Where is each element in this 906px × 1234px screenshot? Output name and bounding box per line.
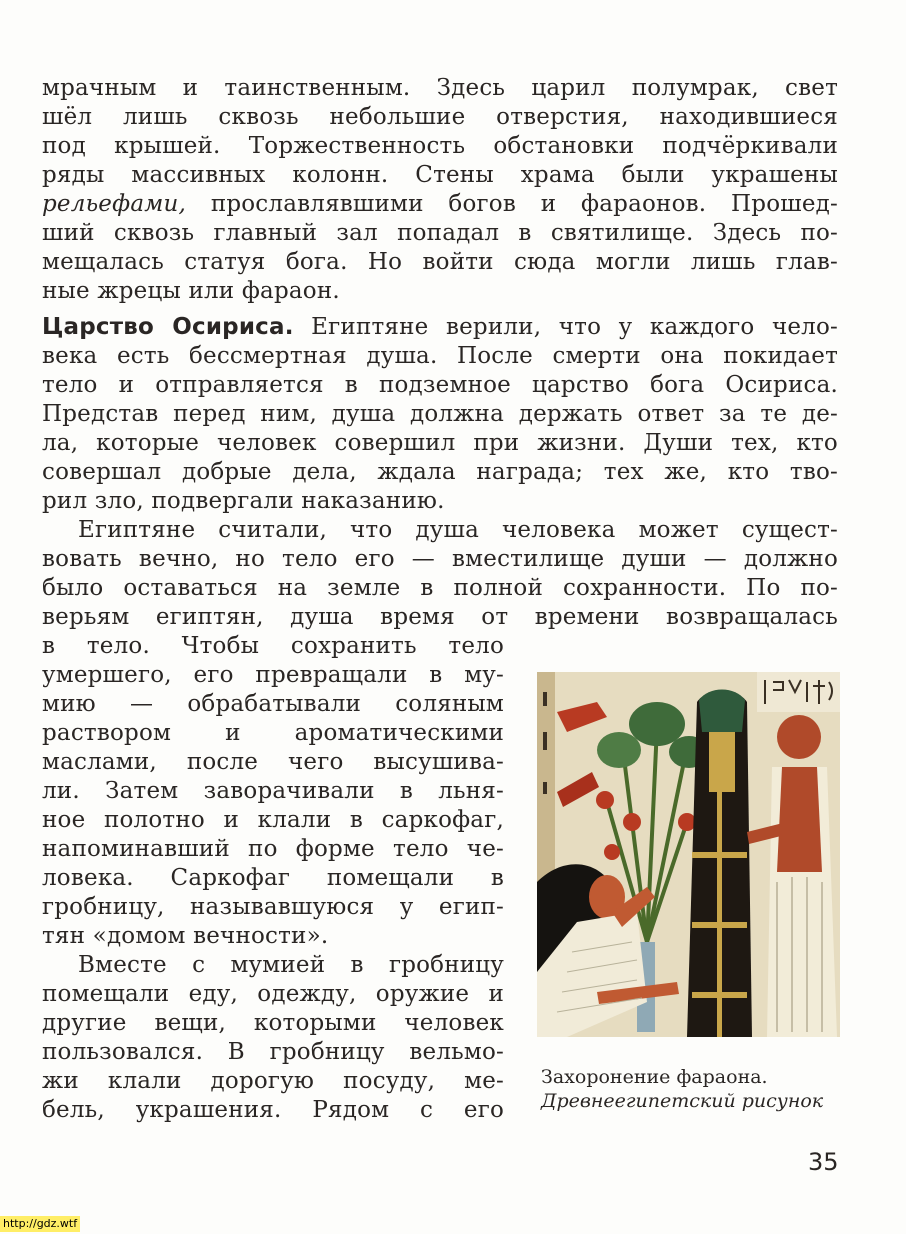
text-line: жи клали дорогую посуду, ме-	[42, 1068, 504, 1094]
text-line: маслами, после чего высушива-	[42, 749, 504, 775]
text-line: шёл лишь сквозь небольшие отверстия, находившиеся	[42, 104, 838, 130]
watermark-link[interactable]: http://gdz.wtf	[0, 1216, 80, 1232]
text-line-rest: прославлявшими богов и фараонов. Прошед-	[210, 191, 838, 217]
text-line: умершего, его превращали в му-	[42, 662, 504, 688]
text-line: Египтяне считали, что душа человека может сущест-	[78, 517, 838, 543]
text-line: в тело. Чтобы сохранить тело	[42, 633, 504, 659]
text-line: Представ перед ним, душа должна держать ответ за те де-	[42, 401, 838, 427]
text-line: ное полотно и клали в саркофаг,	[42, 807, 504, 833]
text-line: пользовался. В гробницу вельмо-	[42, 1039, 504, 1065]
burial-painting-image	[537, 672, 840, 1037]
text-line: бель, украшения. Рядом с его	[42, 1097, 504, 1123]
text-line: Вместе с мумией в гробницу	[78, 952, 504, 978]
text-line: мию — обрабатывали соляным	[42, 691, 504, 717]
text-line: совершал добрые дела, ждала награда; тех же, кто тво-	[42, 459, 838, 485]
text-line: тело и отправляется в подземное царство бога Осириса.	[42, 372, 838, 398]
text-line: напоминавший по форме тело че-	[42, 836, 504, 862]
text-line	[42, 313, 838, 342]
text-line: верьям египтян, душа время от времени возвращалась	[42, 604, 838, 630]
text-line: ший сквозь главный зал попадал в святилище. Здесь по-	[42, 220, 838, 246]
figure-caption-subtitle: Древнеегипетский рисунок	[541, 1090, 824, 1112]
text-line: ряды массивных колонн. Стены храма были украшены	[42, 162, 838, 188]
text-line: века есть бессмертная душа. После смерти она покидает	[42, 343, 838, 369]
text-line: раствором и ароматическими	[42, 720, 504, 746]
text-line: под крышей. Торжественность обстановки подчёркивали	[42, 133, 838, 159]
text-line: другие вещи, которыми человек	[42, 1010, 504, 1036]
text-line: ловека. Саркофаг помещали в	[42, 865, 504, 891]
text-line: мещалась статуя бога. Но войти сюда могли лишь глав-	[42, 249, 838, 275]
text-line: гробницу, называвшуюся у егип-	[42, 894, 504, 920]
text-line: мрачным и таинственным. Здесь царил полумрак, свет	[42, 75, 838, 101]
text-line: ла, которые человек совершил при жизни. Души тех, кто	[42, 430, 838, 456]
term-reliefs: рельефами,	[42, 191, 187, 217]
section-heading: Царство Осириса.	[42, 314, 294, 340]
text-line-rest: Египтяне верили, что у каждого чело-	[311, 314, 839, 340]
text-line: ли. Затем заворачивали в льня-	[42, 778, 504, 804]
figure-caption: Захоронение фараона.	[541, 1066, 768, 1088]
text-line: ные жрецы или фараон.	[42, 278, 340, 304]
text-line: вовать вечно, но тело его — вместилище души — должно	[42, 546, 838, 572]
text-line: тян «домом вечности».	[42, 923, 329, 949]
text-line	[42, 190, 838, 219]
text-line: было оставаться на земле в полной сохранности. По по-	[42, 575, 838, 601]
text-line: рил зло, подвергали наказанию.	[42, 488, 445, 514]
text-line: помещали еду, одежду, оружие и	[42, 981, 504, 1007]
page-number: 35	[808, 1148, 839, 1176]
